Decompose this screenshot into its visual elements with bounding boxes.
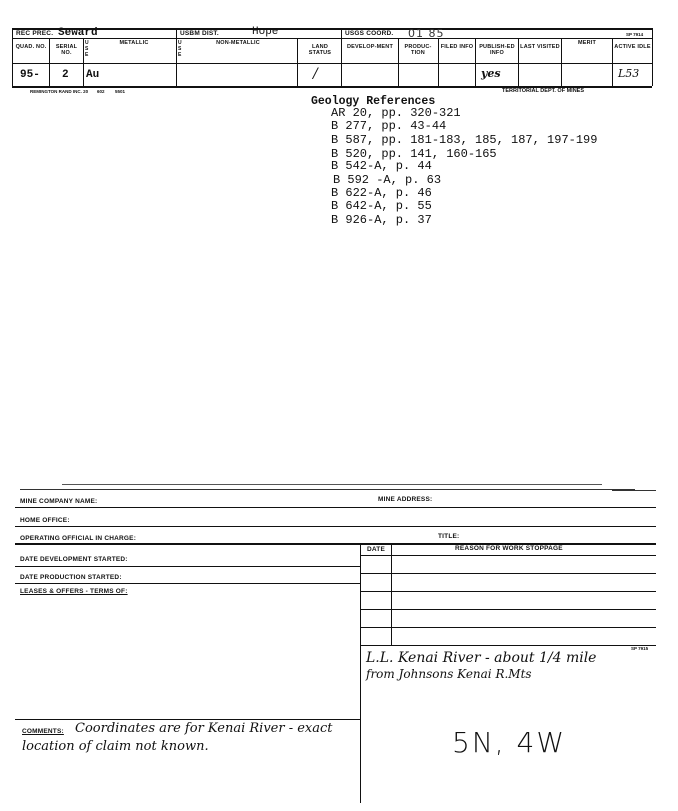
- active-idle-label: ACTIVE IDLE: [614, 44, 651, 50]
- comments-line2: location of claim not known.: [22, 739, 209, 754]
- date-development-label: DATE DEVELOPMENT STARTED:: [20, 556, 128, 563]
- use2-label: U S E: [178, 40, 182, 58]
- land-status-value: /: [313, 66, 318, 82]
- serial-no-label: SERIAL NO.: [55, 44, 78, 56]
- reference-item: B 520, pp. 141, 160-165: [331, 147, 497, 161]
- active-idle-value: L53: [618, 67, 640, 80]
- metallic-value: Au: [86, 69, 100, 81]
- reference-item: AR 20, pp. 320-321: [331, 106, 461, 120]
- comments-line1: Coordinates are for Kenai River - exact: [75, 721, 333, 736]
- form-number-bottom: SP 7915: [631, 646, 649, 651]
- location-note-line2: from Johnsons Kenai R.Mts: [366, 667, 532, 681]
- operating-official-label: OPERATING OFFICIAL IN CHARGE:: [20, 535, 137, 542]
- usgs-coord-label: USGS COORD.: [345, 30, 394, 37]
- usbm-dist-label: USBM DIST.: [180, 30, 219, 37]
- reference-item: B 277, pp. 43-44: [331, 119, 447, 133]
- comments-label: COMMENTS:: [22, 728, 64, 735]
- mine-address-label: MINE ADDRESS:: [378, 496, 433, 503]
- location-note-line1: L.L. Kenai River - about 1/4 mile: [366, 650, 597, 666]
- references-title: Geology References: [311, 95, 436, 108]
- township-range: 5N, 4W: [452, 726, 567, 759]
- metallic-label: METALLIC: [119, 40, 149, 46]
- serial-no-value: 2: [62, 69, 69, 81]
- printer-credit: REMINGTON RAND INC. 20: [30, 89, 89, 94]
- printer-code-1: 602: [97, 89, 105, 94]
- reference-item: B 622-A, p. 46: [331, 186, 432, 200]
- reference-item: B 642-A, p. 55: [331, 199, 432, 213]
- land-status-label: LAND STATUS: [308, 44, 332, 56]
- reason-col-label: REASON FOR WORK STOPPAGE: [455, 545, 563, 552]
- rec-prec-value: Seward: [58, 27, 98, 39]
- form-number-top: SP 7914: [626, 32, 644, 37]
- filed-info-label: FILED INFO: [440, 44, 474, 50]
- merit-label: MERIT: [577, 40, 597, 46]
- development-label: DEVELOP-MENT: [346, 44, 394, 50]
- leases-label: LEASES & OFFERS - TERMS OF:: [20, 588, 128, 595]
- production-label: PRODUC-TION: [404, 44, 432, 56]
- title-label: TITLE:: [438, 533, 460, 540]
- rec-prec-label: REC PREC.: [16, 30, 54, 37]
- last-visited-label: LAST VISITED: [520, 44, 560, 50]
- home-office-label: HOME OFFICE:: [20, 517, 70, 524]
- use-label: U S E: [85, 40, 89, 58]
- date-production-label: DATE PRODUCTION STARTED:: [20, 574, 122, 581]
- printer-code-2: 5501: [115, 89, 126, 94]
- quad-no-label: QUAD. NO.: [15, 44, 47, 50]
- reference-item: B 592 -A, p. 63: [333, 173, 442, 187]
- published-info-label: PUBLISH-ED INFO: [479, 44, 515, 56]
- date-col-label: DATE: [367, 546, 386, 553]
- reference-item: B 542-A, p. 44: [331, 159, 432, 173]
- mine-company-name-label: MINE COMPANY NAME:: [20, 498, 98, 505]
- usbm-dist-value: Hope: [252, 26, 279, 38]
- reference-item: B 926-A, p. 37: [331, 213, 432, 227]
- published-info-value: yes: [481, 67, 501, 80]
- quad-no-value: 95-: [20, 69, 40, 81]
- department-label: TERRITORIAL DEPT. OF MINES: [502, 88, 584, 94]
- reference-item: B 587, pp. 181-183, 185, 187, 197-199: [331, 133, 598, 147]
- non-metallic-label: NON-METALLIC: [216, 40, 260, 46]
- usgs-coord-value: 01 85: [408, 27, 445, 40]
